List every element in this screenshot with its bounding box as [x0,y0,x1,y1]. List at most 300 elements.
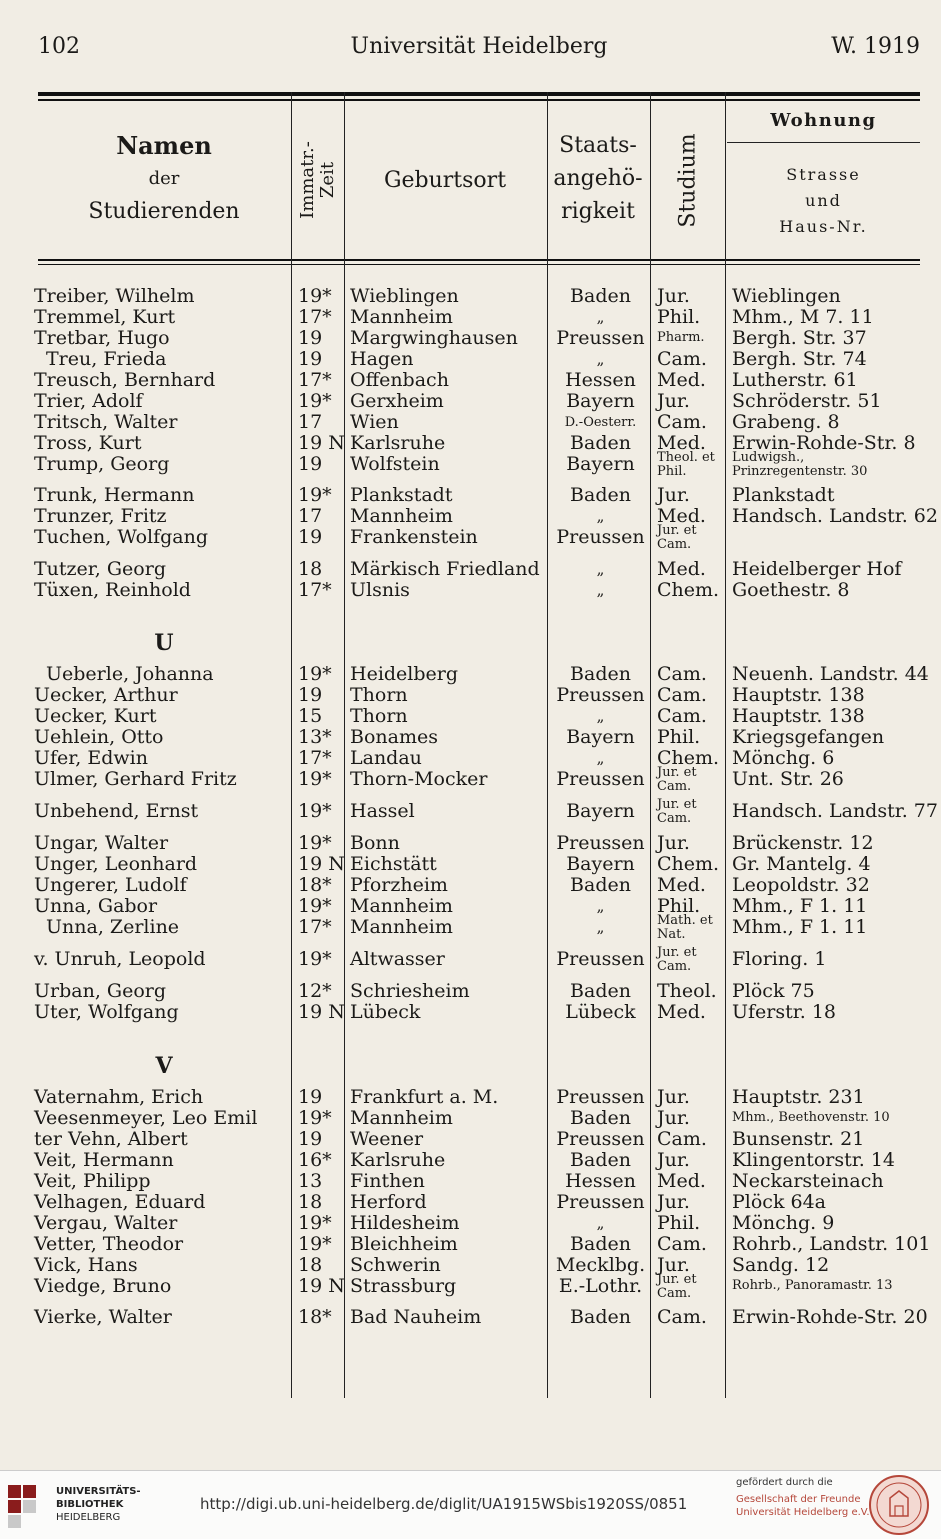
state-affiliation: „ [596,1214,605,1232]
birthplace: Hildesheim [350,1212,460,1234]
immatr-zeit: 19 [298,453,323,475]
birthplace: Mannheim [350,916,453,938]
library-line2: BIBLIOTHEK [56,1499,124,1510]
address: Mönchg. 9 [732,1212,835,1234]
study-subject: Cam. [657,1128,707,1150]
immatr-zeit: 17* [298,579,332,601]
table-row [0,523,941,552]
student-name: Tuchen, Wolfgang [34,526,209,548]
address: Plöck 64a [732,1191,826,1213]
address: Goethestr. 8 [732,579,850,601]
page-number: 102 [38,34,80,59]
address: Wieblingen [732,285,841,307]
study-subject: Phil. [657,895,701,917]
birthplace: Bleichheim [350,1233,458,1255]
address: Rohrb., Panoramastr. 13 [732,1278,893,1293]
table-row [0,1087,941,1108]
student-name: Tritsch, Walter [34,411,178,433]
immatr-label: Immatr.- [297,141,318,219]
table-row [0,748,941,769]
study-label: Studium [676,132,702,228]
study-subject: Cam. [657,1233,707,1255]
wohnung-column-header: Wohnung [770,110,877,131]
study-subject: Med. [657,1001,706,1023]
header-bottom-rule-1 [38,259,920,261]
address: Bergh. Str. 37 [732,327,867,349]
library-name [56,1485,141,1524]
immatr-zeit: 18* [298,874,332,896]
table-row [0,559,941,580]
birthplace: Ulsnis [350,579,410,601]
immatr-zeit: 18 [298,1191,323,1213]
state-affiliation: Bayern [566,390,635,412]
address: Schröderstr. 51 [732,390,882,412]
hausnr-label: Haus-Nr. [779,217,868,236]
birthplace: Wien [350,411,399,433]
immatr-zeit: 19 [298,1128,323,1150]
immatr-zeit: 17* [298,747,332,769]
study-subject: Cam. [657,684,707,706]
birthplace: Altwasser [350,948,445,970]
immatr-zeit: 17 [298,411,323,433]
table-row [0,450,941,479]
student-name: Tüxen, Reinhold [34,579,191,601]
birthplace: Schriesheim [350,980,470,1002]
state-affiliation: Baden [570,874,631,896]
immatr-zeit: 18 [298,558,323,580]
names-header-line2: der [148,168,180,189]
student-name: Ueberle, Johanna [46,663,214,685]
student-name: Veesenmeyer, Leo Emil [34,1107,258,1129]
immatr-zeit: 17* [298,369,332,391]
table-row [0,412,941,433]
student-name: Urban, Georg [34,980,167,1002]
names-header-line3: Studierenden [88,199,240,224]
state-affiliation: Baden [570,1233,631,1255]
study-subject: Jur. [657,1254,690,1276]
birthplace: Strassburg [350,1275,457,1297]
state-affiliation: „ [596,918,605,936]
study-subject: Med. [657,432,706,454]
table-row [0,307,941,328]
birthplace: Wolfstein [350,453,440,475]
immatr-zeit: 19* [298,800,332,822]
table-row [0,1234,941,1255]
birthplace: Mannheim [350,505,453,527]
und-label: und [805,191,842,210]
state-affiliation: Bayern [566,726,635,748]
state-affiliation: Baden [570,663,631,685]
footer-bar [0,1470,941,1539]
study-subject: Jur. et Cam. [657,1272,697,1301]
student-name: Uter, Wolfgang [34,1001,179,1023]
table-row [0,391,941,412]
study-subject: Med. [657,874,706,896]
state-affiliation: Lübeck [565,1001,636,1023]
table-row [0,765,941,794]
study-subject: Theol. et Phil. [657,450,715,479]
immatr-zeit: 19* [298,1107,332,1129]
header-bottom-rule-2 [38,264,920,265]
immatr-zeit: 19* [298,390,332,412]
immatr-zeit: 13* [298,726,332,748]
address: Mhm., Beethovenstr. 10 [732,1110,890,1125]
immatr-zeit: 19* [298,285,332,307]
sponsor-name [736,1493,870,1519]
study-subject: Cam. [657,1306,707,1328]
study-subject: Phil. [657,726,701,748]
study-subject: Cam. [657,705,707,727]
table-row [0,875,941,896]
section-letter-u: U [154,630,174,656]
birthplace: Margwinghausen [350,327,518,349]
student-name: Treu, Frieda [46,348,167,370]
state-affiliation: Mecklbg. [555,1254,646,1276]
table-row [0,797,941,826]
address: Hauptstr. 138 [732,684,865,706]
address: Mhm., F 1. 11 [732,916,868,938]
address: Klingentorstr. 14 [732,1149,896,1171]
student-name: Treiber, Wilhelm [34,285,195,307]
student-name: Uecker, Arthur [34,684,178,706]
study-subject: Theol. [657,980,717,1002]
study-subject: Jur. et Cam. [657,945,697,974]
study-subject: Jur. [657,1149,690,1171]
student-name: Unger, Leonhard [34,853,198,875]
birthplace: Karlsruhe [350,1149,446,1171]
immatr-zeit: 19 N [298,1001,345,1023]
birthplace: Eichstätt [350,853,437,875]
immatr-zeit: 19 N [298,1275,345,1297]
table-row [0,1108,941,1129]
student-name: Treusch, Bernhard [34,369,216,391]
birthplace: Plankstadt [350,484,453,506]
table-row [0,945,941,974]
state-affiliation: Preussen [556,768,645,790]
birthplace: Lübeck [350,1001,421,1023]
state-affiliation: Baden [570,432,631,454]
student-name: Veit, Philipp [34,1170,151,1192]
page-term: W. 1919 [831,34,920,59]
immatr-zeit: 17* [298,916,332,938]
immatr-zeit: 19 N [298,853,345,875]
study-subject: Cam. [657,411,707,433]
library-logo-icon [8,1485,52,1529]
page-title: Universität Heidelberg [350,34,608,59]
study-subject: Chem. [657,853,720,875]
student-name: Uehlein, Otto [34,726,164,748]
address: Hauptstr. 138 [732,705,865,727]
state-affiliation: „ [596,897,605,915]
student-name: Uecker, Kurt [34,705,157,727]
address: Plöck 75 [732,980,815,1002]
address: Uferstr. 18 [732,1001,837,1023]
birthplace: Bonames [350,726,438,748]
state-header-line2: angehö- [553,166,643,191]
address: Handsch. Landstr. 62 [732,505,938,527]
address: Rohrb., Landstr. 101 [732,1233,931,1255]
immatr-zeit: 19* [298,948,332,970]
immatr-zeit: 19* [298,1233,332,1255]
birthplace: Frankfurt a. M. [350,1086,499,1108]
address: Bunsenstr. 21 [732,1128,865,1150]
table-row [0,580,941,601]
top-double-rule-thin [38,99,920,101]
birthplace: Landau [350,747,422,769]
address: Handsch. Landstr. 77 [732,800,938,822]
university-seal-icon [868,1474,930,1536]
state-affiliation: Bayern [566,453,635,475]
address: Bergh. Str. 74 [732,348,867,370]
student-name: Ulmer, Gerhard Fritz [34,768,237,790]
address: Lutherstr. 61 [732,369,858,391]
student-name: Tremmel, Kurt [34,306,176,328]
immatr-zeit: 12* [298,980,332,1002]
study-subject: Jur. et Cam. [657,765,697,794]
table-row [0,1192,941,1213]
immatr-zeit: 17 [298,505,323,527]
zeit-label: Zeit [317,161,338,199]
state-affiliation: Bayern [566,853,635,875]
birthplace: Thorn [350,705,408,727]
state-affiliation: „ [596,350,605,368]
address: Kriegsgefangen [732,726,885,748]
table-row [0,1255,941,1276]
table-row [0,913,941,942]
immatr-zeit: 19* [298,895,332,917]
student-name: Ungar, Walter [34,832,169,854]
address: Floring. 1 [732,948,827,970]
student-name: Velhagen, Eduard [34,1191,206,1213]
study-subject: Jur. [657,1191,690,1213]
address: Grabeng. 8 [732,411,840,433]
immatr-column-header [291,105,345,255]
birthplace: Finthen [350,1170,425,1192]
table-row [0,328,941,349]
table-row [0,1307,941,1328]
birthplace-column-header: Geburtsort [383,168,507,193]
study-subject: Chem. [657,747,720,769]
student-name: Tutzer, Georg [34,558,166,580]
immatr-zeit: 19 [298,327,323,349]
birthplace: Mannheim [350,1107,453,1129]
table-row [0,370,941,391]
student-name: Trunk, Hermann [34,484,195,506]
address: Mhm., F 1. 11 [732,895,868,917]
state-affiliation: Baden [570,1149,631,1171]
table-row [0,1171,941,1192]
immatr-zeit: 19* [298,484,332,506]
state-affiliation: „ [596,308,605,326]
table-row [0,727,941,748]
student-name: Tretbar, Hugo [34,327,170,349]
table-row [0,981,941,1002]
state-header-line1: Staats- [559,133,637,158]
table-row [0,664,941,685]
student-name: Unbehend, Ernst [34,800,199,822]
immatr-zeit: 19 N [298,432,345,454]
state-affiliation: Preussen [556,948,645,970]
immatr-zeit: 13 [298,1170,323,1192]
state-affiliation: „ [596,560,605,578]
sponsor-line2: Universität Heidelberg e.V. [736,1507,870,1518]
student-name: v. Unruh, Leopold [34,948,206,970]
strasse-label: Strasse [786,165,861,184]
birthplace: Schwerin [350,1254,441,1276]
state-affiliation: D.-Oesterr. [564,415,637,430]
state-affiliation: Preussen [556,1086,645,1108]
table-row [0,1213,941,1234]
birthplace: Frankenstein [350,526,478,548]
state-affiliation: „ [596,507,605,525]
sponsor-intro: gefördert durch die [736,1477,833,1488]
source-url-link[interactable]: http://digi.ub.uni-heidelberg.de/diglit/UA1915WSbis1920SS/0851 [200,1495,688,1513]
state-affiliation: Preussen [556,1128,645,1150]
table-row [0,1002,941,1023]
student-name: Tross, Kurt [34,432,142,454]
address: Mhm., M 7. 11 [732,306,874,328]
table-row [0,685,941,706]
immatr-zeit: 18* [298,1306,332,1328]
names-column-header [38,129,290,228]
study-subject: Jur. [657,390,690,412]
birthplace: Thorn-Mocker [350,768,488,790]
state-affiliation: Baden [570,1306,631,1328]
study-subject: Phil. [657,306,701,328]
student-name: Ungerer, Ludolf [34,874,187,896]
immatr-zeit: 19 [298,348,323,370]
study-subject: Cam. [657,348,707,370]
immatr-zeit: 19 [298,684,323,706]
names-header-line1: Namen [116,131,212,160]
student-name: Trunzer, Fritz [34,505,167,527]
address: Heidelberger Hof [732,558,902,580]
state-affiliation: Preussen [556,526,645,548]
address: Sandg. 12 [732,1254,830,1276]
immatr-zeit: 19* [298,663,332,685]
immatr-zeit: 17* [298,306,332,328]
running-head [38,34,920,64]
table-row [0,286,941,307]
birthplace: Karlsruhe [350,432,446,454]
birthplace: Heidelberg [350,663,459,685]
state-affiliation: Bayern [566,800,635,822]
immatr-zeit: 19* [298,768,332,790]
study-subject: Med. [657,558,706,580]
state-affiliation: Baden [570,1107,631,1129]
wohnung-divider [727,142,920,143]
birthplace: Bonn [350,832,400,854]
table-row [0,833,941,854]
student-name: Viedge, Bruno [34,1275,172,1297]
table-row [0,349,941,370]
birthplace: Gerxheim [350,390,444,412]
birthplace: Thorn [350,684,408,706]
student-name: Ufer, Edwin [34,747,148,769]
birthplace: Weener [350,1128,424,1150]
table-row [0,706,941,727]
address: Brückenstr. 12 [732,832,874,854]
state-affiliation: Hessen [565,369,636,391]
table-row [0,896,941,917]
study-subject: Cam. [657,663,707,685]
state-affiliation: Baden [570,285,631,307]
immatr-zeit: 18 [298,1254,323,1276]
library-line3: HEIDELBERG [56,1512,121,1523]
sponsor-line1: Gesellschaft der Freunde [736,1494,861,1505]
state-affiliation: Preussen [556,327,645,349]
birthplace: Bad Nauheim [350,1306,482,1328]
student-name: Trier, Adolf [34,390,143,412]
study-subject: Chem. [657,579,720,601]
student-name: Unna, Gabor [34,895,158,917]
birthplace: Offenbach [350,369,449,391]
study-subject: Med. [657,1170,706,1192]
address: Ludwigsh., Prinzregentenstr. 30 [732,450,868,479]
birthplace: Märkisch Friedland [350,558,540,580]
birthplace: Wieblingen [350,285,459,307]
section-letter-v: V [155,1053,173,1079]
birthplace: Pforzheim [350,874,448,896]
table-row [0,1129,941,1150]
study-subject: Jur. [657,832,690,854]
address: Leopoldstr. 32 [732,874,870,896]
student-name: Unna, Zerline [46,916,180,938]
state-affiliation: E.-Lothr. [558,1275,643,1297]
immatr-zeit: 19* [298,1212,332,1234]
address: Neckarsteinach [732,1170,884,1192]
student-name: Veit, Hermann [34,1149,174,1171]
study-subject: Jur. et Cam. [657,523,697,552]
student-name: Vierke, Walter [34,1306,172,1328]
immatr-zeit: 19* [298,832,332,854]
study-column-header [650,105,727,255]
address: Erwin-Rohde-Str. 8 [732,432,916,454]
birthplace: Mannheim [350,306,453,328]
birthplace: Mannheim [350,895,453,917]
table-row [0,506,941,527]
state-affiliation: „ [596,749,605,767]
address: Unt. Str. 26 [732,768,844,790]
state-affiliation: Preussen [556,832,645,854]
study-subject: Jur. [657,1107,690,1129]
address: Erwin-Rohde-Str. 20 [732,1306,928,1328]
address-subheader [727,162,920,240]
address: Hauptstr. 231 [732,1086,865,1108]
state-affiliation: Hessen [565,1170,636,1192]
address: Neuenh. Landstr. 44 [732,663,929,685]
state-column-header [548,129,648,228]
top-double-rule-thick [38,92,920,96]
student-name: Vetter, Theodor [34,1233,184,1255]
immatr-zeit: 16* [298,1149,332,1171]
study-subject: Jur. [657,1086,690,1108]
student-name: Vaternahm, Erich [34,1086,204,1108]
state-affiliation: Baden [570,484,631,506]
birthplace: Herford [350,1191,427,1213]
library-line1: UNIVERSITÄTS- [56,1486,141,1497]
student-name: ter Vehn, Albert [34,1128,188,1150]
study-subject: Med. [657,505,706,527]
state-affiliation: „ [596,707,605,725]
state-affiliation: Baden [570,980,631,1002]
state-header-line3: rigkeit [561,199,635,224]
student-name: Vergau, Walter [34,1212,178,1234]
birthplace: Hassel [350,800,415,822]
study-subject: Jur. [657,285,690,307]
study-subject: Phil. [657,1212,701,1234]
student-name: Trump, Georg [34,453,170,475]
